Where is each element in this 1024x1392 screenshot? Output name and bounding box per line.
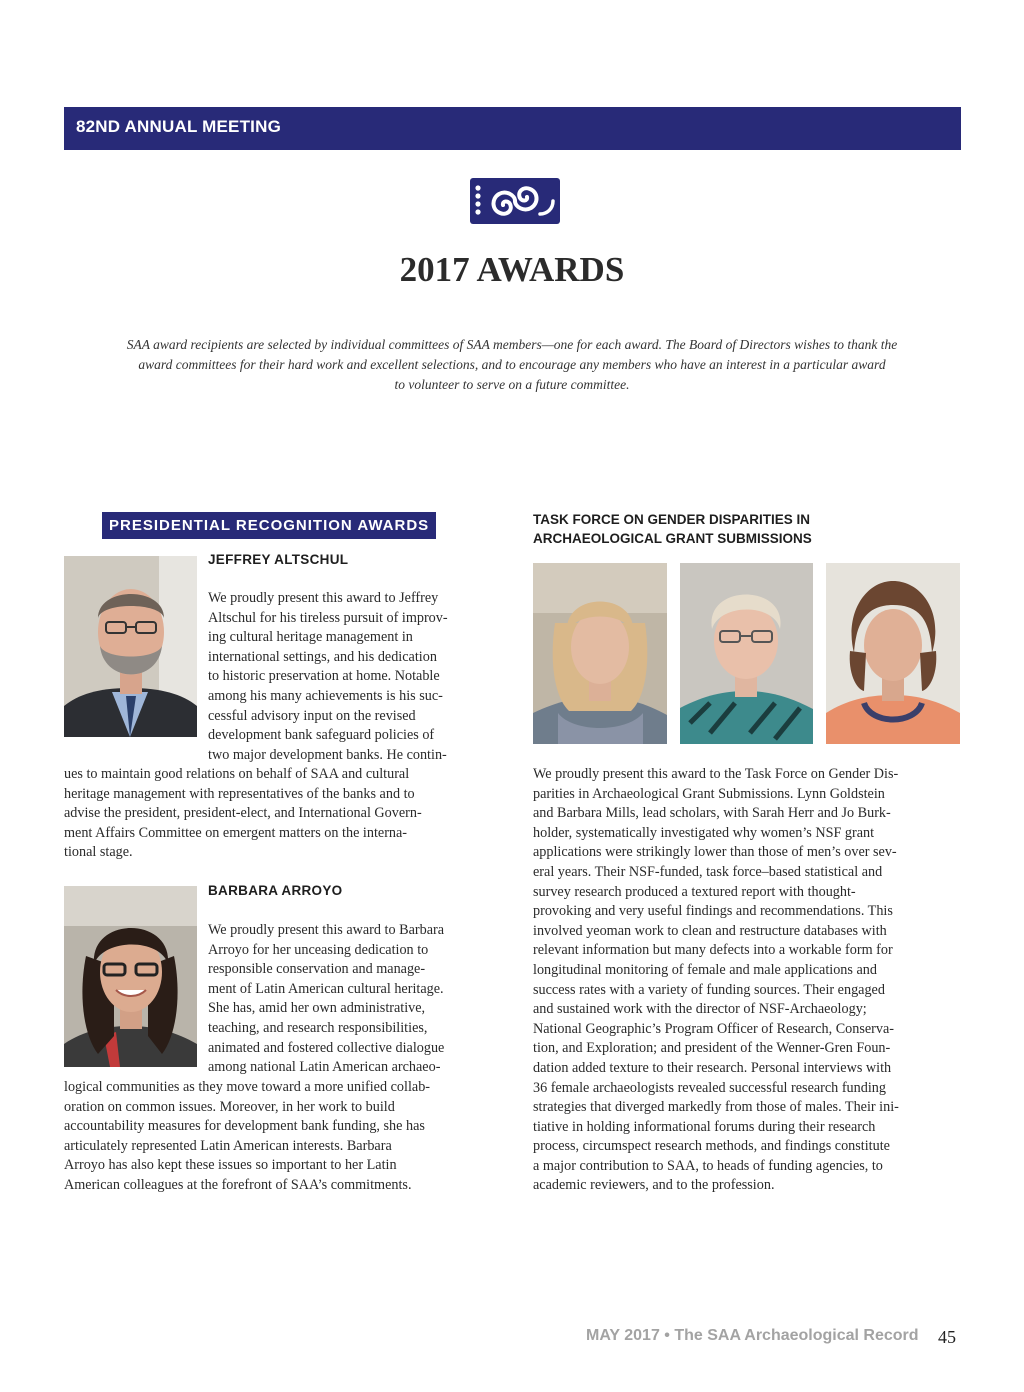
- text-line: She has, amid her own administrative,: [208, 1000, 426, 1017]
- page-title: 2017 AWARDS: [399, 250, 625, 289]
- text-line: survey research produced a textured report with thought-: [533, 883, 856, 900]
- altschul-photo: [64, 556, 197, 737]
- text-line: We proudly present this award to Barbara: [208, 922, 445, 938]
- text-line: ment of Latin American cultural heritage.: [208, 980, 444, 997]
- text-line: success rates with a variety of funding sources. Their engaged: [533, 981, 885, 998]
- text-line: development bank safeguard policies of: [208, 727, 435, 744]
- text-line: animated and fostered collective dialogue: [208, 1039, 445, 1056]
- text-line: tiative in holding informational forums during their research: [533, 1118, 876, 1135]
- text-line: articulately represented Latin American interests. Barbara: [64, 1137, 392, 1154]
- intro-line: award committees for their hard work and excellent selections, and to encourage any members who have an interest in a particular award: [138, 357, 886, 372]
- section-banner: 82ND ANNUAL MEETING: [64, 107, 961, 150]
- text-line: and sustained work with the director of NSF-Archaeology;: [533, 1001, 867, 1018]
- text-line: among his many achievements is his suc-: [208, 687, 443, 704]
- text-line: academic reviewers, and to the profession.: [533, 1177, 775, 1194]
- footer-running-title: MAY 2017 • The SAA Archaeological Record: [586, 1327, 919, 1344]
- text-line: strategies that diverged markedly from those of males. Their ini-: [533, 1099, 899, 1116]
- text-line: to historic preservation at home. Notable: [208, 668, 440, 685]
- text-line: and Barbara Mills, lead scholars, with Sarah Herr and Jo Burk-: [533, 805, 891, 822]
- heading-line: ARCHAEOLOGICAL GRANT SUBMISSIONS: [533, 531, 812, 546]
- text-line: dation added texture to their research. Personal interviews with: [533, 1059, 892, 1076]
- text-line: advise the president, president-elect, and International Govern-: [64, 805, 422, 822]
- text-line: relevant information but many defects into a workable form for: [533, 942, 893, 959]
- text-line: two major development banks. He contin-: [208, 746, 447, 763]
- intro-line: to volunteer to serve on a future committee.: [394, 377, 630, 392]
- intro-paragraph: [110, 335, 914, 395]
- spiral-logo-icon: [470, 178, 560, 224]
- text-line: teaching, and research responsibilities,: [208, 1019, 428, 1036]
- text-line: accountability measures for development bank funding, she has: [64, 1118, 425, 1135]
- text-line: parities in Archaeological Grant Submissions. Lynn Goldstein: [533, 785, 885, 802]
- text-line: Arroyo for her unceasing dedication to: [208, 941, 429, 958]
- text-line: 36 female archaeologists revealed successful research funding: [533, 1079, 886, 1096]
- task-force-photo-2: [680, 563, 813, 744]
- text-line: among national Latin American archaeo-: [208, 1059, 441, 1076]
- task-force-photo-3: [826, 563, 960, 744]
- text-line: provoking and very useful findings and recommendations. This: [533, 903, 893, 920]
- altschul-text-full: [64, 765, 490, 863]
- arroyo-photo: [64, 886, 197, 1067]
- text-line: heritage management with representatives of the banks and to: [64, 785, 415, 802]
- text-line: logical communities as they move toward a more unified collab-: [64, 1079, 431, 1095]
- arroyo-text-full: [64, 1078, 490, 1196]
- text-line: ues to maintain good relations on behalf of SAA and cultural: [64, 766, 410, 782]
- text-line: ment Affairs Committee on emergent matters on the interna-: [64, 824, 408, 841]
- altschul-name: JEFFREY ALTSCHUL: [208, 552, 349, 567]
- text-line: eral years. Their NSF-funded, task force–based statistical and: [533, 863, 883, 880]
- text-line: tional stage.: [64, 844, 133, 861]
- presidential-recognition-label: PRESIDENTIAL RECOGNITION AWARDS: [102, 512, 436, 539]
- page-number: 45: [938, 1327, 956, 1347]
- arroyo-text-wrapped: [208, 921, 490, 1078]
- altschul-text-wrapped: [208, 589, 490, 765]
- text-line: tion, and Exploration; and president of the Wenner-Gren Foun-: [533, 1040, 891, 1057]
- text-line: involved yeoman work to clean and restructure databases with: [533, 922, 887, 939]
- intro-line: SAA award recipients are selected by individual committees of SAA members—one for each award. The Board of Directors wishes to thank the: [126, 337, 898, 352]
- text-line: a major contribution to SAA, to heads of funding agencies, to: [533, 1157, 883, 1174]
- text-line: international settings, and his dedication: [208, 648, 437, 665]
- task-force-heading: [533, 510, 933, 548]
- text-line: cessful advisory input on the revised: [208, 707, 416, 724]
- text-line: We proudly present this award to the Task Force on Gender Dis-: [533, 766, 899, 782]
- text-line: responsible conservation and manage-: [208, 961, 426, 978]
- arroyo-name: BARBARA ARROYO: [208, 883, 343, 898]
- text-line: National Geographic’s Program Officer of Research, Conserva-: [533, 1020, 894, 1037]
- text-line: Arroyo has also kept these issues so important to her Latin: [64, 1157, 397, 1174]
- task-force-photo-1: [533, 563, 667, 744]
- text-line: longitudinal monitoring of female and male applications and: [533, 961, 877, 978]
- heading-line: TASK FORCE ON GENDER DISPARITIES IN: [533, 512, 811, 527]
- text-line: We proudly present this award to Jeffrey: [208, 590, 439, 606]
- text-line: process, circumspect research methods, and findings constitute: [533, 1138, 890, 1155]
- text-line: oration on common issues. Moreover, in her work to build: [64, 1098, 395, 1115]
- text-line: ing cultural heritage management in: [208, 629, 413, 646]
- text-line: applications were strikingly lower than those of men’s over sev-: [533, 844, 897, 861]
- text-line: Altschul for his tireless pursuit of improv-: [208, 609, 448, 626]
- task-force-text: [533, 765, 960, 1196]
- text-line: American colleagues at the forefront of SAA’s commitments.: [64, 1176, 412, 1193]
- text-line: holder, systematically investigated why women’s NSF grant: [533, 824, 875, 841]
